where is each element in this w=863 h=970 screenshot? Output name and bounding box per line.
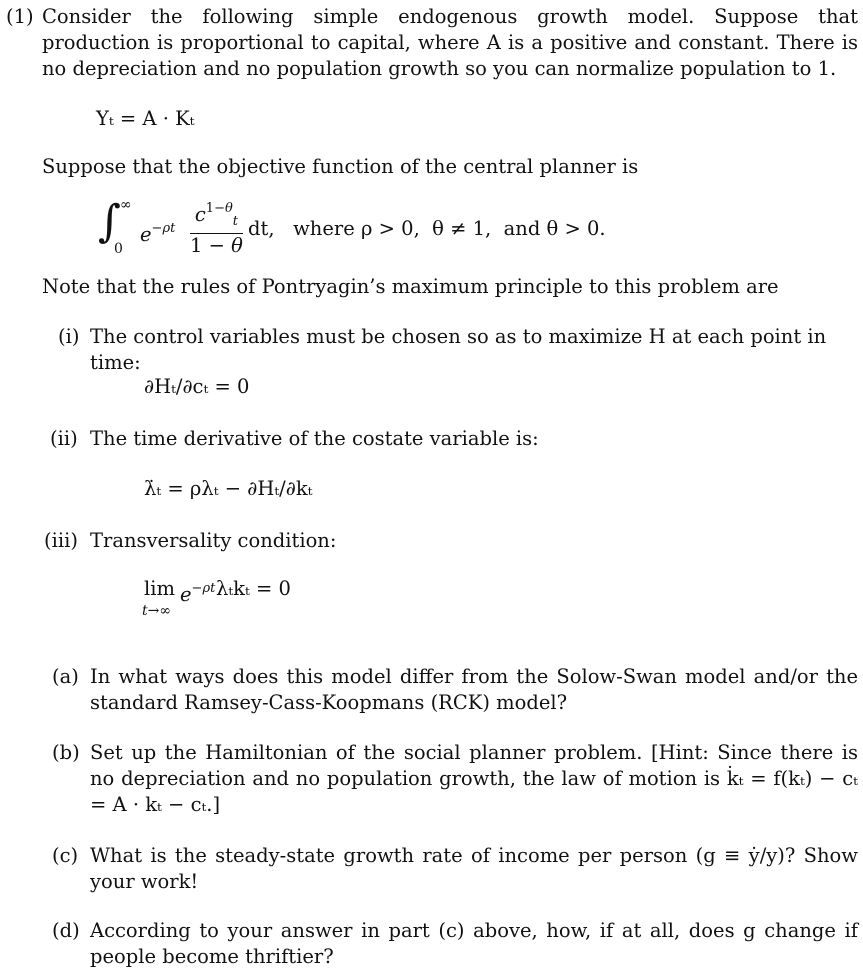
question-label: (a) — [52, 665, 79, 688]
integral-lower: 0 — [114, 241, 123, 257]
integral-sign: ∫ — [98, 196, 121, 247]
question-label: (b) — [52, 741, 80, 764]
transversality-equation — [142, 576, 342, 620]
utility-fraction: $\frac{c^{1-\theta}_t}{1 - \theta}$ — [190, 198, 243, 258]
pontryagin-text: Note that the rules of Pontryagin’s maximum principle to this problem are — [42, 275, 779, 298]
question-text: According to your answer in part (c) above, how, if at all, does g change if people become thriftier? — [90, 919, 858, 968]
limit-subscript: t→∞ — [142, 603, 172, 619]
problem-intro: Consider the following simple endogenous growth model. Suppose that production is proportional to capital, where A is a positive and constant. There is no depreciation and no population growth so you can normalize population to 1. — [42, 5, 858, 80]
limit-discount: $e^{-\rho t}$ — [180, 581, 216, 606]
integral-upper: ∞ — [120, 197, 132, 213]
objective-text: Suppose that the objective function of the central planner is — [42, 155, 639, 178]
rule-text: The time derivative of the costate variable is: — [90, 427, 539, 450]
rule-equation: ∂Hₜ/∂cₜ = 0 — [144, 375, 250, 398]
rule-equation: λ̇ₜ = ρλₜ − ∂Hₜ/∂kₜ — [144, 477, 313, 500]
objective-conditions: dt, where ρ > 0, θ ≠ 1, and θ > 0. — [248, 217, 606, 240]
limit-operator: lim — [144, 577, 175, 600]
rule-label: (iii) — [44, 529, 78, 552]
question-text: What is the steady-state growth rate of income per person (g ≡ ẏ/y)? Show your work! — [90, 844, 858, 893]
discount-factor: $e^{-\rho t}$ — [140, 221, 176, 246]
problem-number: (1) — [6, 5, 34, 28]
limit-body: λₜkₜ = 0 — [216, 577, 291, 600]
question-text: In what ways does this model differ from the Solow-Swan model and/or the standard Ramsey-Cass-Koopmans (RCK) model? — [90, 665, 858, 714]
rule-text: The control variables must be chosen so as to maximize H at each point in time: — [90, 325, 827, 374]
question-text: Set up the Hamiltonian of the social planner problem. [Hint: Since there is no depreciation and no population growth, the law of motion is k̇ₜ = f(kₜ) − cₜ = A · kₜ − cₜ.] — [90, 741, 858, 816]
rule-label: (ii) — [50, 427, 78, 450]
production-equation: Yₜ = A · Kₜ — [96, 107, 195, 130]
question-label: (d) — [52, 919, 80, 942]
rule-label: (i) — [58, 325, 80, 348]
objective-integral — [92, 192, 612, 262]
question-label: (c) — [52, 844, 79, 867]
rule-text: Transversality condition: — [90, 529, 337, 552]
